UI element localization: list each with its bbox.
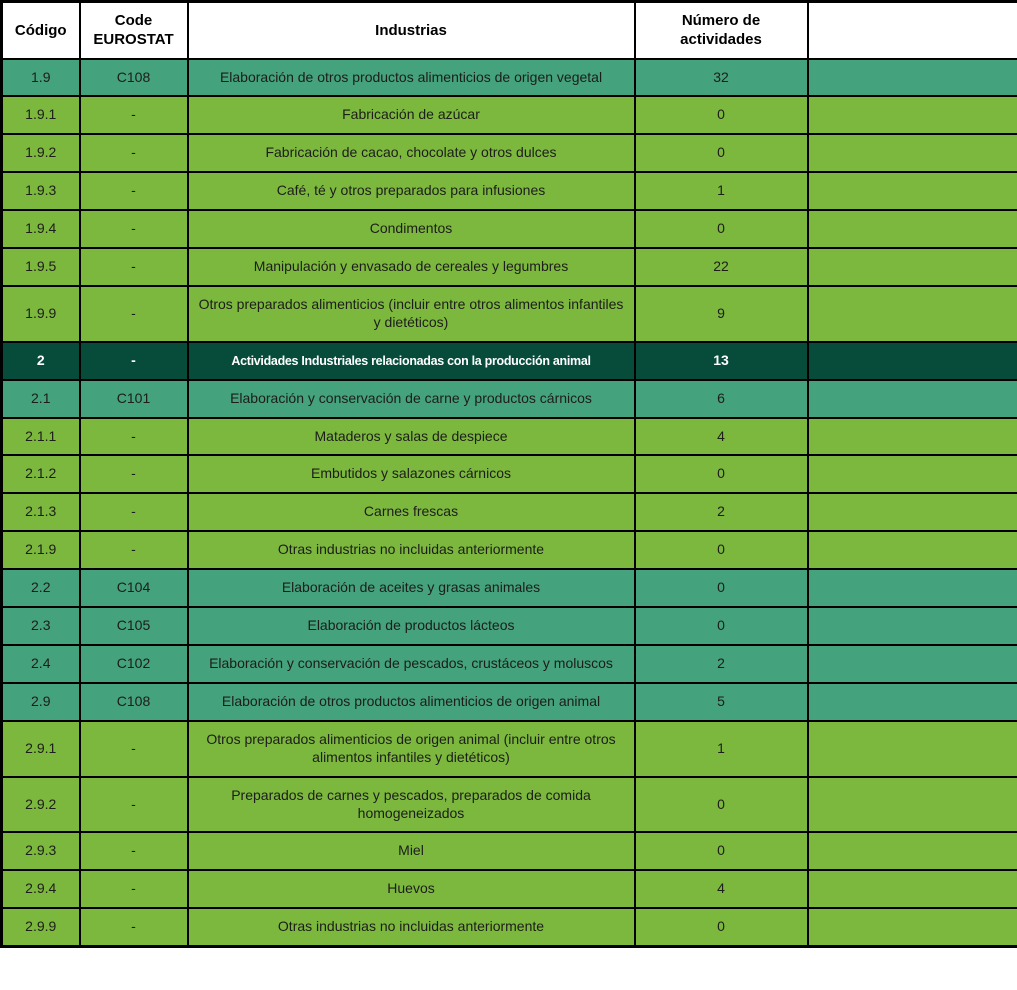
table-row — [2, 832, 1017, 870]
codigo-cell: 2.1.2 — [2, 455, 80, 493]
table-row — [2, 455, 1017, 493]
codigo-cell: 2.3 — [2, 607, 80, 645]
eurostat-code-cell: C108 — [80, 683, 188, 721]
codigo-cell: 2.2 — [2, 569, 80, 607]
eurostat-code-cell: - — [80, 531, 188, 569]
header-numero-actividades: Número de actividades — [635, 2, 808, 59]
numero-actividades-cell: 0 — [635, 210, 808, 248]
empty-cell — [808, 172, 1017, 210]
industria-cell: Elaboración de otros productos alimenticios de origen animal — [188, 683, 635, 721]
industria-cell: Café, té y otros preparados para infusiones — [188, 172, 635, 210]
eurostat-code-cell: C108 — [80, 59, 188, 97]
codigo-cell: 1.9.1 — [2, 96, 80, 134]
table-row — [2, 721, 1017, 777]
numero-actividades-cell: 0 — [635, 908, 808, 946]
industria-cell: Huevos — [188, 870, 635, 908]
empty-cell — [808, 645, 1017, 683]
eurostat-code-cell: - — [80, 96, 188, 134]
empty-cell — [808, 607, 1017, 645]
empty-cell — [808, 380, 1017, 418]
eurostat-code-cell: - — [80, 248, 188, 286]
numero-actividades-cell: 0 — [635, 569, 808, 607]
eurostat-code-cell: - — [80, 172, 188, 210]
header-codigo: Código — [2, 2, 80, 59]
codigo-cell: 2.1 — [2, 380, 80, 418]
numero-actividades-cell: 5 — [635, 683, 808, 721]
header-industrias: Industrias — [188, 2, 635, 59]
industria-cell: Miel — [188, 832, 635, 870]
empty-cell — [808, 493, 1017, 531]
table-row — [2, 870, 1017, 908]
empty-cell — [808, 832, 1017, 870]
codigo-cell: 2.4 — [2, 645, 80, 683]
numero-actividades-cell: 0 — [635, 134, 808, 172]
eurostat-code-cell: - — [80, 493, 188, 531]
eurostat-code-cell: - — [80, 210, 188, 248]
industria-cell: Elaboración de productos lácteos — [188, 607, 635, 645]
codigo-cell: 2.1.1 — [2, 418, 80, 456]
industria-cell: Otros preparados alimenticios de origen animal (incluir entre otros alimentos infantiles y dietéticos) — [188, 721, 635, 777]
table-row — [2, 380, 1017, 418]
eurostat-code-cell: C102 — [80, 645, 188, 683]
empty-cell — [808, 210, 1017, 248]
empty-cell — [808, 96, 1017, 134]
header-empty — [808, 2, 1017, 59]
empty-cell — [808, 342, 1017, 380]
eurostat-code-cell: - — [80, 908, 188, 946]
table-row — [2, 683, 1017, 721]
codigo-cell: 2.9.1 — [2, 721, 80, 777]
empty-cell — [808, 777, 1017, 833]
industria-cell: Fabricación de azúcar — [188, 96, 635, 134]
industria-cell: Elaboración de aceites y grasas animales — [188, 569, 635, 607]
table-row — [2, 418, 1017, 456]
eurostat-code-cell: - — [80, 455, 188, 493]
industria-cell: Otras industrias no incluidas anteriormente — [188, 908, 635, 946]
codigo-cell: 2.9.9 — [2, 908, 80, 946]
eurostat-code-cell: C105 — [80, 607, 188, 645]
table-row — [2, 531, 1017, 569]
codigo-cell: 1.9.9 — [2, 286, 80, 342]
codigo-cell: 1.9.5 — [2, 248, 80, 286]
table-row — [2, 645, 1017, 683]
empty-cell — [808, 134, 1017, 172]
codigo-cell: 2.9 — [2, 683, 80, 721]
table-row — [2, 59, 1017, 97]
numero-actividades-cell: 0 — [635, 531, 808, 569]
table-row — [2, 342, 1017, 380]
codigo-cell: 2 — [2, 342, 80, 380]
numero-actividades-cell: 6 — [635, 380, 808, 418]
table-row — [2, 96, 1017, 134]
eurostat-code-cell: - — [80, 870, 188, 908]
empty-cell — [808, 908, 1017, 946]
industria-cell: Otros preparados alimenticios (incluir entre otros alimentos infantiles y dietéticos) — [188, 286, 635, 342]
industria-cell: Condimentos — [188, 210, 635, 248]
eurostat-code-cell: C104 — [80, 569, 188, 607]
table-row — [2, 908, 1017, 946]
header-code-eurostat: Code EUROSTAT — [80, 2, 188, 59]
empty-cell — [808, 286, 1017, 342]
numero-actividades-cell: 1 — [635, 721, 808, 777]
empty-cell — [808, 418, 1017, 456]
table-row — [2, 248, 1017, 286]
numero-actividades-cell: 4 — [635, 870, 808, 908]
industria-cell: Carnes frescas — [188, 493, 635, 531]
eurostat-code-cell: - — [80, 286, 188, 342]
numero-actividades-cell: 9 — [635, 286, 808, 342]
codigo-cell: 1.9.2 — [2, 134, 80, 172]
industria-cell: Elaboración y conservación de pescados, crustáceos y moluscos — [188, 645, 635, 683]
eurostat-code-cell: - — [80, 721, 188, 777]
numero-actividades-cell: 2 — [635, 645, 808, 683]
numero-actividades-cell: 0 — [635, 777, 808, 833]
numero-actividades-cell: 4 — [635, 418, 808, 456]
industria-cell: Manipulación y envasado de cereales y legumbres — [188, 248, 635, 286]
numero-actividades-cell: 0 — [635, 607, 808, 645]
empty-cell — [808, 569, 1017, 607]
industria-cell: Preparados de carnes y pescados, preparados de comida homogeneizados — [188, 777, 635, 833]
codigo-cell: 2.1.9 — [2, 531, 80, 569]
eurostat-code-cell: C101 — [80, 380, 188, 418]
numero-actividades-cell: 0 — [635, 832, 808, 870]
industria-cell: Fabricación de cacao, chocolate y otros dulces — [188, 134, 635, 172]
empty-cell — [808, 248, 1017, 286]
industria-cell: Elaboración y conservación de carne y productos cárnicos — [188, 380, 635, 418]
table-row — [2, 286, 1017, 342]
table-row — [2, 569, 1017, 607]
empty-cell — [808, 683, 1017, 721]
numero-actividades-cell: 0 — [635, 96, 808, 134]
eurostat-code-cell: - — [80, 342, 188, 380]
table-row — [2, 134, 1017, 172]
empty-cell — [808, 531, 1017, 569]
eurostat-code-cell: - — [80, 832, 188, 870]
codigo-cell: 2.9.2 — [2, 777, 80, 833]
table-row — [2, 172, 1017, 210]
numero-actividades-cell: 2 — [635, 493, 808, 531]
table-body — [2, 59, 1017, 947]
table-row — [2, 210, 1017, 248]
eurostat-code-cell: - — [80, 777, 188, 833]
numero-actividades-cell: 1 — [635, 172, 808, 210]
numero-actividades-cell: 32 — [635, 59, 808, 97]
table-row — [2, 493, 1017, 531]
codigo-cell: 1.9 — [2, 59, 80, 97]
codigo-cell: 2.9.3 — [2, 832, 80, 870]
codigo-cell: 2.9.4 — [2, 870, 80, 908]
industria-cell: Actividades Industriales relacionadas con la producción animal — [188, 342, 635, 380]
numero-actividades-cell: 13 — [635, 342, 808, 380]
industria-cell: Otras industrias no incluidas anteriormente — [188, 531, 635, 569]
empty-cell — [808, 721, 1017, 777]
codigo-cell: 1.9.4 — [2, 210, 80, 248]
industria-cell: Embutidos y salazones cárnicos — [188, 455, 635, 493]
eurostat-code-cell: - — [80, 418, 188, 456]
table-row — [2, 777, 1017, 833]
table-row — [2, 607, 1017, 645]
header-row — [2, 2, 1017, 59]
empty-cell — [808, 59, 1017, 97]
codigo-cell: 2.1.3 — [2, 493, 80, 531]
numero-actividades-cell: 0 — [635, 455, 808, 493]
numero-actividades-cell: 22 — [635, 248, 808, 286]
industria-cell: Elaboración de otros productos alimenticios de origen vegetal — [188, 59, 635, 97]
industria-cell: Mataderos y salas de despiece — [188, 418, 635, 456]
eurostat-code-cell: - — [80, 134, 188, 172]
empty-cell — [808, 455, 1017, 493]
empty-cell — [808, 870, 1017, 908]
codigo-cell: 1.9.3 — [2, 172, 80, 210]
